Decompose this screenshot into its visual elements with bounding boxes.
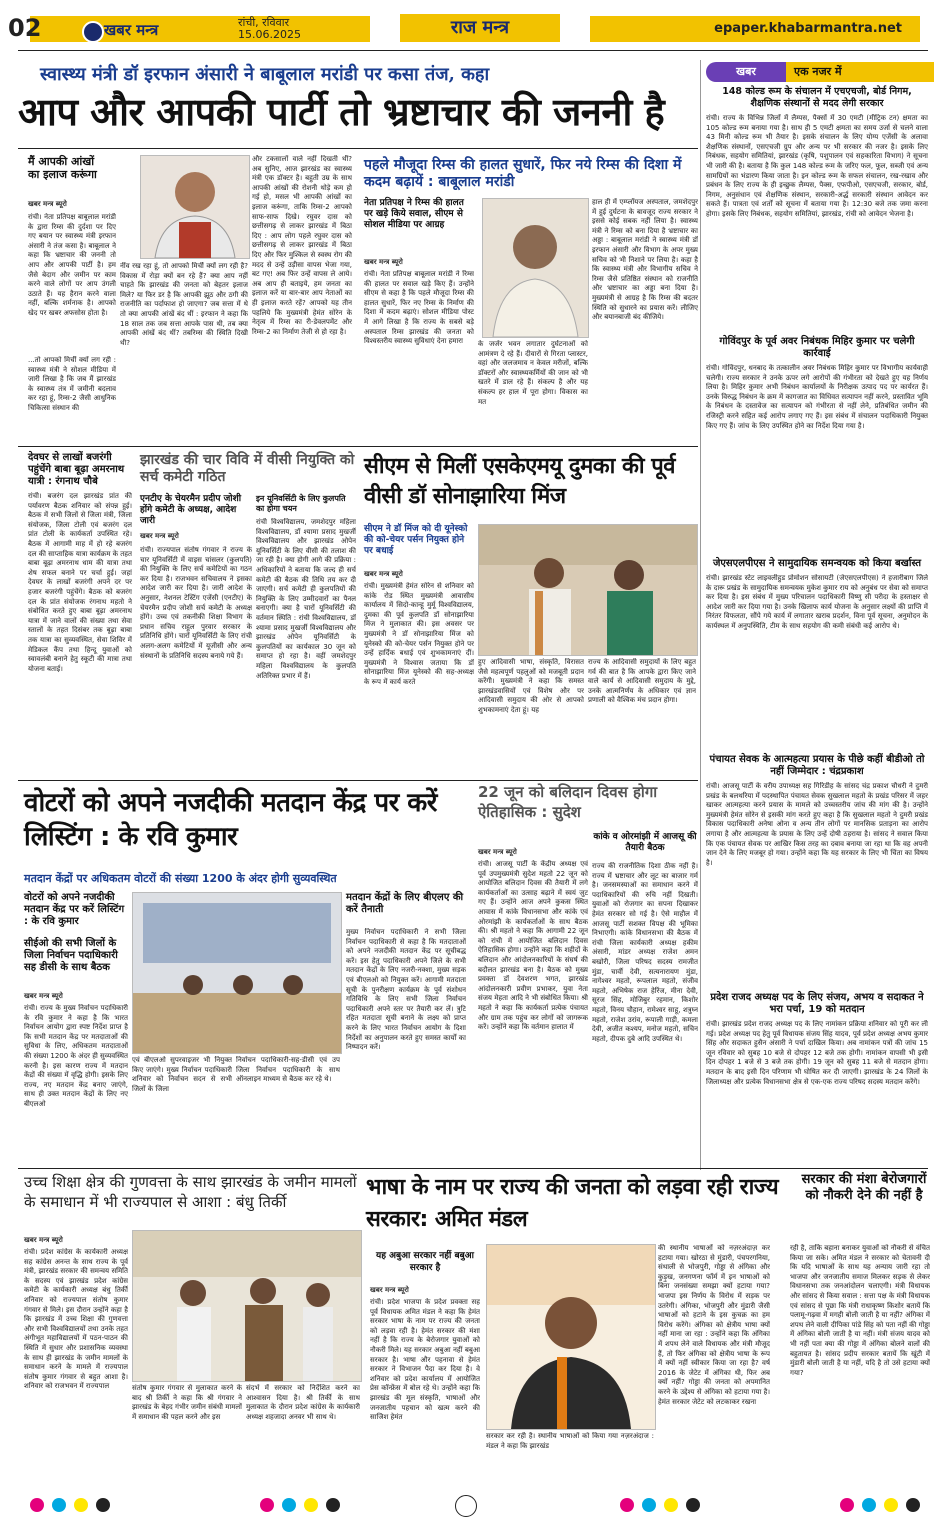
bhasha-byline: खबर मन्त्र ब्यूरो bbox=[370, 1286, 409, 1294]
higher-edu-byline: खबर मन्त्र ब्यूरो bbox=[24, 1236, 63, 1244]
sudesh-headline: 22 जून को बलिदान दिवस होगा ऐतिहासिक : सुदेश bbox=[478, 783, 658, 821]
print-registration-bar bbox=[0, 1494, 945, 1517]
magenta-dot-icon bbox=[30, 1498, 44, 1512]
portrait-icon bbox=[487, 1245, 655, 1429]
dateline-city-day: रांची, रविवार bbox=[238, 16, 290, 29]
voters-box2: सीईओ की सभी जिलों के जिला निर्वाचन पदाधिकारी सह डीसी के साथ बैठक bbox=[24, 938, 118, 973]
voters-side-head: मतदान केंद्रों के लिए बीएलए की करें तैनाती bbox=[346, 892, 464, 915]
bhasha-headline: भाषा के नाम पर राज्य की जनता को लड़वा रही राज्य सरकार: अमित मंडल bbox=[366, 1175, 779, 1232]
babulal-col-3: हाल ही में एम्प्लॉयज अस्पताल, जमशेदपुर में हुई दुर्घटना के बावजूद राज्य सरकार ने इससे कोई सबक नहीं लिया है। स्वास्थ्य मंत्री ने रिम्स को बना दिया है भ्रष्टाचार का अड्डा : बाबूलाल मरांडी ने स्वास्थ्य मंत्री डॉ इरफान अंसारी और विभाग के अपर मुख्य सचिव को भी निशाने पर लिया है। कहा है कि स्वास्थ्य मंत्री और विभागीय सचिव ने रिम्स जैसे प्रतिष्ठित संस्थान को राजनीति और भ्रष्टाचार का अड्डा बना दिया है। मुख्यमंत्री से आग्रह है कि रिम्स की बदतर स्थिति को सुधारने का प्रयास करें। लीजिए और बयानबाजी बंद कीजिये। bbox=[592, 198, 698, 322]
black-dot-icon bbox=[686, 1498, 700, 1512]
cm-col-3: राज्य के आदिवासी समुदायों के लिए बहुत गर्व की बात है कि आपके द्वारा किए जाने वाले कार्य से आदिवासी समुदाय के मुद्दे, उनके आत्मनिर्णय के अधिकार एवं ज्ञान प्रणाली को वैश्विक मंच प्रदान होगा। bbox=[588, 658, 696, 705]
cm-subhead: सीएम ने डॉ मिंज को दी यूनेस्को की को-चेयर पर्सन नियुक्त होने पर बधाई bbox=[364, 524, 468, 556]
sidebar-s1-head: 148 कोल्ड रूम के संचालन में एचएचजी, बोर्ड निगम, शैक्षणिक संस्थानों से मदद लेगी सरकार bbox=[722, 86, 912, 109]
meeting-photo-icon bbox=[133, 1231, 361, 1381]
lead-headline: आप और आपकी पार्टी तो भ्रष्टाचार की जननी है bbox=[18, 90, 665, 134]
brand-name: खबर मन्त्र bbox=[104, 21, 159, 39]
dateline bbox=[238, 17, 301, 41]
section-title: राज मन्त्र bbox=[400, 14, 560, 42]
dateline-date: 15.06.2025 bbox=[238, 28, 301, 41]
lead-byline: खबर मन्त्र ब्यूरो bbox=[28, 200, 67, 208]
vc-byline: खबर मन्त्र ब्यूरो bbox=[140, 532, 179, 540]
bhasha-col-1: रांची। प्रदेश भाजपा के प्रदेश प्रवक्ता सह पूर्व विधायक अमित मंडल ने कहा कि हेमंत सरकार भाषा के नाम पर राज्य की जनता को लड़वा रही है। हेमंत सरकार की मंशा नहीं है कि राज्य के बेरोजगार युवाओं को नौकरी मिले। यह सरकार अबुआ नहीं बबुआ सरकार है। भाषा और पहनावा से हेमंत सरकार ने विभाजन पैदा कर दिया है। वे शनिवार को प्रदेश कार्यालय में आयोजित प्रेस कॉन्फ्रेंस में बोल रहे थे। उन्होंने कहा कि झारखंड की मूल संस्कृति, भाषाओं और जनजातीय पहचान को खत्म करने की साजिश हेमंत bbox=[370, 1298, 480, 1422]
vc-sub1: एनटीए के चेयरमैन प्रदीप जोशी होंगे कमेटी के अध्यक्ष, आदेश जारी bbox=[140, 494, 242, 526]
yellow-dot-icon bbox=[664, 1498, 678, 1512]
yellow-dot-icon bbox=[304, 1498, 318, 1512]
voters-deck: मतदान केंद्रों पर अधिकतम वोटरों की संख्या 1200 के अंदर होगी सुव्यवस्थित bbox=[24, 872, 337, 885]
vc-headline: झारखंड की चार विवि में वीसी नियुक्ति को सर्च कमेटी गठित bbox=[140, 452, 355, 485]
voters-col-1: रांची। राज्य के मुख्य निर्वाचन पदाधिकारी के रवि कुमार ने कहा है कि भारत निर्वाचन आयोग द्वारा स्पष्ट निर्देश प्राप्त है कि सभी मतदान केंद्र पर मतदाताओं की सुविधा के लिए, अधिकतम मतदाताओं की संख्या 1200 के अंदर ही सुव्यवस्थित करनी है। इस कारण राज्य में मतदान केंद्रों की संख्या में वृद्धि होगी। इसके लिए राज्य, नए मतदान केंद्र बनाए जाएंगे, साथ ही उक्त मतदान केंद्रों के लिए नए बीएलओ bbox=[24, 1004, 128, 1108]
yellow-dot-icon bbox=[884, 1498, 898, 1512]
sidebar-s1-text: रांची। राज्य के विभिन्न जिलों में लैम्पस, पैक्सों में 30 एमटी (मीट्रिक टन) क्षमता का 105 कोल्ड रूम बनाया गया है। साथ ही 5 एमटी क्षमता का समय उर्जा से चलने वाला 43 मिनी कोल्ड रूम भी तैयार है। इसके संचालन के लिए योग्य एजेंसी के अलावा शैक्षणिक संस्थानों, एसएचजी ग्रुप और अन्य पर भी सरकार की नजर है। इसके लिए निबंधक, सहयोग समितियां, झारखंड (कृषि, पशुपालन एवं सहकारिता विभाग) ने सूचना भी जारी की है। बताया है कि कुल 148 कोल्ड रूम के जरिए फल, फूल, सब्जी एवं अन्य सामग्रियों का भंडारण किया जाता है। इन कोल्ड रूम के सफल संचालन, रख-रखाव और प्रबंधन के लिए राज्य के ही इच्छुक लैम्पस, पैक्स, एफपीओ, एसएचजी, सरकार, बोर्ड, निगम, अनुसंधान एवं शैक्षणिक संस्थान, सरकारी-अर्द्ध सरकारी संस्थान आवेदन कर सकते हैं। पात्रता एवं शर्तों को सूचना में बताया गया है। 12:30 बजे तक जमा करना होगा। इसके लिए निबंधक, सहयोग समितियां, झारखंड, रांची को आवेदन भेजना है। bbox=[706, 114, 928, 218]
governor-meeting-photo bbox=[132, 1230, 362, 1382]
sidebar-s3-head: जेएसएलपीएस ने सामुदायिक समन्वयक को किया बर्खास्त bbox=[712, 558, 922, 569]
section-rule bbox=[18, 780, 698, 781]
lead-kicker: स्वास्थ्य मंत्री डॉ इरफान अंसारी ने बाबूलाल मरांडी पर कसा तंज, कहा bbox=[40, 64, 490, 85]
sidebar-s2-text: रांची। गोविंदपुर, धनबाद के तत्कालीन अवर निबंधक मिहिर कुमार पर विभागीय कार्यवाही चलेगी। राज्य सरकार ने उनके ऊपर लगे आरोपों की गंभीरता को देखते हुए यह निर्णय लिया है। मिहिर कुमार अभी निबंधन कार्यालयों के निरीक्षक उत्पाद पद पर कार्यरत हैं। उनके विरुद्ध निबंधन के क्रम में कागजात का विधिवत सत्यापन नहीं करने, प्रस्तावित भूमि के निबंधन के दस्तावेज का सत्यापन को गंभीरता से नहीं लेने, प्रतिबंधित जमीन की रजिस्ट्री करने सहित कई आरोप लगाए गए हैं। इस संबंध में संचालन पदाधिकारी नियुक्त किए गए हैं। जांच के लिए उपस्थित होने का निर्देश दिया गया है। bbox=[706, 364, 928, 430]
higher-edu-headline: उच्च शिक्षा क्षेत्र की गुणवत्ता के साथ झारखंड के जमीन मामलों के समाधान में भी राज्यपाल से आशा : बंधु तिर्की bbox=[24, 1173, 357, 1211]
sidebar-s5-text: रांची। झारखंड प्रदेश राजद अध्यक्ष पद के लिए नामांकन प्रक्रिया शनिवार को पूरी कर ली गई। प्रदेश अध्यक्ष पद हेतु पूर्व विधायक संजय सिंह यादव, पूर्व प्रदेश अध्यक्ष अभय कुमार सिंह और सदाकत हुसैन अंसारी ने पर्चा दाखिल किया। अब नामांकन पत्रों की जांच 15 जून रविवार को सुबह 10 बजे से दोपहर 12 बजे तक होगी। नामांकन वापसी भी इसी दिन दोपहर 1 बजे से 3 बजे तक होगी। 19 जून को सुबह 11 बजे से मतदान होगा। मतदान के बाद इसी दिन परिणाम भी घोषित कर दी जाएगी। झारखंड के 24 जिलों के जिलाध्यक्ष और प्रत्येक विधानसभा क्षेत्र से एक-एक राज्य परिषद सदस्य मतदान करेंगे। bbox=[706, 1020, 928, 1086]
section-rule bbox=[18, 446, 698, 447]
magenta-dot-icon bbox=[840, 1498, 854, 1512]
cm-col-2: हुए आदिवासी भाषा, संस्कृति, विरासत जैसे महत्वपूर्ण पहलुओं को मजबूती प्रदान करेंगी। मुख्यमंत्री ने कहा कि समस्त झारखंडवासियों एवं विशेष और पर आदिवासी समुदाय की ओर से आपको शुभकामनाएं देता हूं। यह bbox=[478, 658, 584, 714]
cm-col-1: रांची। मुख्यमंत्री हेमंत सोरेन से शनिवार को कांके रोड स्थित मुख्यमंत्री आवासीय कार्यालय में सिदो-कान्हू मुर्मू विश्वविद्यालय, दुमका की पूर्व कुलपति डॉ सोनाझारिया मिंज ने मुलाकात की। इस अवसर पर मुख्यमंत्री ने डॉ सोनाझारिया मिंज को यूनेस्को की को-चेयर पर्सन नियुक्त होने पर उन्हें हार्दिक बधाई एवं शुभकामनाएं दीं। मुख्यमंत्री ने विश्वास जताया कि डॉ सोनाझारिया मिंज यूनेस्को की सह-अध्यक्ष के रूप में कार्य करते bbox=[364, 582, 474, 686]
voters-headline: वोटरों को अपने नजदीकी मतदान केंद्र पर करें लिस्टिंग : के रवि कुमार bbox=[24, 788, 437, 852]
babulal-headline: पहले मौजूदा रिम्स की हालत सुधारें, फिर नये रिम्स की दिशा में कदम बढ़ायें : बाबूलाल मरांडी bbox=[364, 157, 682, 190]
cyan-dot-icon bbox=[862, 1498, 876, 1512]
deoghar-text: रांची। बजरंग दल झारखंड प्रांत की पर्यावरण बैठक शनिवार को संपन्न हुई। बैठक में सभी जिलों से जिला मंत्री, जिला संयोजक, जिला टोली एवं बजरंग दल प्रांत टोली के कार्यकर्ता उपस्थित रहे। बैठक में आगामी माह में हो रहे बजरंग दल की साप्ताहिक यात्रा कार्यक्रम के तहत बाबा बूढ़ा अमरनाथ धाम की यात्रा तथा शेष सफल बनाने पर चर्चा हुई। जहां देवघर के लाखों बजरंगी अपने दर पर हजार बजरंगी पहुंचेंगे। बैठक को बजरंग दल के प्रांत संयोजक रंगनाथ महतो ने संबोधित करते हुए बाबा बूढ़ा अमरनाथ यात्रा में जाने वालों की संख्या तथा सेवा स्तालों के तहत दिसंबर तक बूढ़ा बाबा तक यात्रा का सुव्यवस्थित, सेवा शिविर में मेडिकल कैंप तथा हिन्दू युवाओं को स्वावलंबी बनाने हेतु स्कूटी की मात्रा तथा योजना बताई। bbox=[28, 492, 132, 673]
masthead bbox=[0, 0, 945, 46]
vc-col-1: रांची। राज्यपाल संतोष गंगवार ने राज्य के चार यूनिवर्सिटी में वाइस चांसलर (कुलपति) की नियुक्ति के लिए सर्च कमेटियों का गठन कर दिया है। राजभवन सचिवालय ने इसका आदेश जारी कर दिया है। जारी आदेश के अनुसार, नेशनल टेस्टिंग एजेंसी (एनटीए) के चेयरमैन प्रदीप जोशी सर्च कमेटी के अध्यक्ष होंगे। उच्च एवं तकनीकी शिक्षा विभाग के प्रधान सचिव राहुल पुरवार सरकार के प्रतिनिधि होंगे। चारों यूनिवर्सिटी के लिए रांची अलग-अलग कमेटियों में यूजीसी और अन्य संस्थानों के प्रतिनिधि सदस्य बनाये गये हैं। bbox=[140, 546, 252, 660]
website-link[interactable]: epaper.khabarmantra.net bbox=[590, 16, 920, 42]
irfan-ansari-photo bbox=[140, 155, 250, 259]
babulal-col-1: रांची। नेता प्रतिपक्ष बाबूलाल मरांडी ने रिम्स की हालत पर सवाल खड़े किए हैं। उन्होंने सीएम से कहा है कि पहले मौजूदा रिम्स की हालत सुधारें, फिर नए रिम्स के निर्माण की दिशा में कदम बढ़ाएं। सोशल मीडिया पोस्ट में आगे लिखा है कि राज्य के सबसे बड़े अस्पताल रिम्स झारखंड की जनता को विश्वस्तरीय स्वास्थ्य सुविधाएं देना हमारा bbox=[364, 270, 474, 346]
higher-edu-col-3: संदर्भ में सरकार को निर्देशित करने का आश्वासन दिया है। श्री तिर्की के साथ मुलाकात के दौरान प्रदेश कांग्रेस के कार्यकारी अध्यक्ष शहजादा अनवर भी साथ थे। bbox=[246, 1384, 360, 1421]
voters-box: वोटरों को अपने नजदीकी मतदान केंद्र पर करें लिस्टिंग : के रवि कुमार bbox=[24, 892, 125, 927]
bhasha-col-2: की स्थानीय भाषाओं को नज़रअंदाज़ कर हटाया गया। खोरठा से मुंडारी, पंचपरगनिया, संथाली से भोजपुरी, गोड्डा से अंगिका और कुड़ुख, जनगणना फॉर्म में इन भाषाओं को बिना जनसंख्या समझा क्यों हटाया गया? भाजपा इस निर्णय के विरोध में सड़क पर उतरेगी। अंगिका, भोजपुरी और मुंडारी जैसी भाषाओं को हटाने के इस कुचक्र का हम विरोध करेंगे। अंगिका को क्षेत्रीय भाषा क्यों नहीं माना जा रहा : उन्होंने कहा कि अंगिका में शपथ लेने वाले विधायक और मंत्री मौजूद हैं, तो फिर अंगिका को क्षेत्रीय भाषा के रूप में क्यों नहीं स्वीकार किया जा रहा है? वर्ष 2016 के जेटेट में अंगिका थी, फिर अब क्यों नहीं? गोड्डा की जनता को अपमानित करने के उद्देश्य से अंगिका को हटाया गया है। हेमंत सरकार जेटेट को लटकाकर रखना bbox=[658, 1244, 770, 1406]
sidebar-s6-head: सरकार की मंशा बेरोजगारों को नौकरी देने की नहीं है bbox=[801, 1172, 927, 1203]
cyan-dot-icon bbox=[642, 1498, 656, 1512]
sidebar-s5-head: प्रदेश राजद अध्यक्ष पद के लिए संजय, अभय व सदाकत ने भरा पर्चा, 19 को मतदान bbox=[710, 992, 924, 1015]
black-dot-icon bbox=[96, 1498, 110, 1512]
brand-logo-icon bbox=[82, 21, 104, 43]
sudesh-col-2: राज्य की राजनीतिक दिशा ठीक नहीं है। राज्य में भ्रष्टाचार और लूट का बाजार गर्म है। जनसमस्याओं का समाधान करने में पदाधिकारियों की रुचि नहीं दिखती। युवाओं को रोजगार का सपना दिखाकर हेमंत सरकार सो गई है। ऐसे माहौल में आजसू पार्टी सशक्त विपक्ष की भूमिका निभाएगी। कांके विधानसभा की बैठक में रांची जिला कार्यकारी अध्यक्ष हकीम अंसारी, मांडर अध्यक्ष राजेश अमन बखोरी, जिला परिषद सदस्य रामजीत मुंडा, चार्वी देवी, सत्यनारायण मुंडा, नागेश्वर महतो, रूपलाल महतो, संजीव महतो, अभिषेक राज हेरिंज, मीना देवी, सूरज सिंह, मोजिबुर रहमान, किशोर महतो, विनय चौहान, रामेश्वर साहू, शत्रुघ्न महतो, राजेश उरांव, रूपाली गाड़ी, कमला देवी, अजीत कश्यप, मनोज महतो, सचिन महतो, दीपक दुबे आदि उपस्थित थे। bbox=[592, 862, 698, 1043]
sidebar-header bbox=[706, 62, 934, 82]
lead-subhead: मैं आपकी आंखों का इलाज करूंगा bbox=[28, 155, 97, 181]
yellow-dot-icon bbox=[74, 1498, 88, 1512]
magenta-dot-icon bbox=[620, 1498, 634, 1512]
vc-col-2: रांची विश्वविद्यालय, जमशेदपुर महिला विश्वविद्यालय, डॉ श्यामा प्रसाद मुखर्जी विश्वविद्यालय और झारखंड ओपेन यूनिवर्सिटी के लिए वीसी की तलाश की जा रही है। क्या होगी आगे की प्रक्रिया : अधिकारियों ने बताया कि जल्द ही सर्च कमेटी की बैठक की तिथि तय कर दी जाएगी। सर्च कमेटी ही कुलपतियों की नियुक्ति के लिए उम्मीदवारों का पैनल बनाएगी। क्या है चारों यूनिवर्सिटी की वर्तमान स्थिति : रांची विश्वविद्यालय, डॉ श्यामा प्रसाद मुखर्जी विश्वविद्यालय और झारखंड ओपेन यूनिवर्सिटी के कुलपतियों का कार्यकाल 30 जून को समाप्त हो रहा है। वहीं जमशेदपुर महिला विश्वविद्यालय के कुलपति अतिरिक्त प्रभार में हैं। bbox=[256, 518, 356, 680]
section-rule bbox=[18, 1168, 928, 1169]
voters-col-2: एवं बीएलओ सुपरवाइजर भी नियुक्त किए जाएंगे। मुख्य निर्वाचन पदाधिकारी शनिवार को निर्वाचन सदन से सभी जिलों के जिला bbox=[132, 1056, 232, 1093]
sidebar-divider bbox=[700, 60, 701, 1170]
sudesh-col-1: रांची। आजसू पार्टी के केंद्रीय अध्यक्ष एवं पूर्व उपमुख्यमंत्री सुदेश महतो 22 जून को आयोजित बलिदान दिवस की तैयारी में लगे कार्यकर्ताओं का उत्साह बढ़ाने में स्वयं जुट गए हैं। उन्होंने आज अपने कुकस स्थित आवास में कांके विधानसभा और कांके एवं ओरमांझी के कार्यकर्ताओं के साथ बैठक की। श्री महतो ने कहा कि आगामी 22 जून को रांची में आयोजित बलिदान दिवस ऐतिहासिक होगा। उन्होंने कहा कि शहीदों के बलिदान और आंदोलनकारियों के संघर्ष की बदौलत झारखंड बना है। बैठक को मुख्य प्रवक्ता डॉ देवशरण भगत, झारखंड आंदोलनकारी प्रवीण प्रभाकर, युवा नेता संजय मेहता आदि ने भी संबोधित किया। श्री महतो ने कहा कि कार्यकर्ता प्रत्येक पंचायत और ग्राम तक पहुंच कर लोगों को जागरूक करें। उन्होंने कहा कि वर्तमान हालात में bbox=[478, 860, 588, 1032]
crosshair-icon bbox=[455, 1495, 477, 1517]
voters-col-4: मुख्य निर्वाचन पदाधिकारी ने सभी जिला निर्वाचन पदाधिकारी से कहा है कि मतदाताओं को अपने नजदीकी मतदान केंद्र पर सूचीबद्ध करें। इस हेतु पदाधिकारी अपने जिले के सभी मतदान केंद्रों के लिए नजरी-नक्शा, मुख्य सड़क एवं बीएलओ को नियुक्त करें। आगामी मतदाता सूची के पुनरीक्षण कार्यक्रम के पूर्व संशोधन गतिविधि के लिए सभी जिला निर्वाचन पदाधिकारी अपने स्तर पर तैयारी कर लें। त्रुटि रहित मतदाता सूची बनाने के लक्ष्य को प्राप्त करने के लिए भारत निर्वाचन आयोग के दिशा निर्देशों का अनुपालन करते हुए समस्त कार्यों का निष्पादन करें। bbox=[346, 928, 466, 1052]
portrait-icon bbox=[141, 156, 249, 258]
sudesh-subhead: कांके व ओरमांझी में आजसू की तैयारी बैठक bbox=[593, 832, 697, 853]
sidebar-s2-head: गोविंदपुर के पूर्व अवर निबंधक मिहिर कुमार पर चलेगी कार्रवाई bbox=[719, 336, 915, 359]
lead-col-1b: ...तो आपको मिर्ची क्यों लग रही : स्वास्थ्य मंत्री ने सोशल मीडिया में जारी लिखा है कि जब मैं झारखंड के स्वास्थ्य तंत्र में जमीनी बदलाव कर रहा हूं, रिम्स-2 जैसी आधुनिक चिकित्सा संस्थान की bbox=[28, 356, 116, 412]
voters-col-3: निर्वाचन पदाधिकारी-सह-डीसी एवं उप जिला निर्वाचन पदाधिकारी के साथ ऑनलाइन माध्यम से बैठक कर रहे थे। bbox=[236, 1056, 340, 1084]
amit-mandal-photo bbox=[486, 1244, 656, 1430]
sidebar-s3-text: रांची। झारखंड स्टेट लाइवलीहुड प्रोमोशन सोसायटी (जेएसएलपीएस) ने हजारीबाग जिले के दारू प्रखंड के सामुदायिक समन्वयक मुकेश कुमार राय को अनुबंध पर सेवा को समाप्त कर दिया है। इस संबंध में मुख्य परिचालन पदाधिकारी विष्णु सी परीदा के हस्ताक्षर से आदेश जारी कर दिया गया है। उनके खिलाफ कार्य योजना के अनुसार लक्ष्यों की प्राप्ति में निरंतर विफलता, सौंपे गये कार्य में लगातार खराब प्रदर्शन, विना पूर्व सूचना, अनुमोदन के कार्यस्थल में अनुपस्थिति, टीम के साथ सहयोग की कमी संबंधी कई आरोप थे। bbox=[706, 574, 928, 630]
babulal-subhead: नेता प्रतिपक्ष ने रिम्स की हालत पर खड़े किये सवाल, सीएम से सोशल मीडिया पर आग्रह bbox=[364, 198, 464, 230]
sidebar-tag-right: एक नजर में bbox=[786, 62, 934, 82]
sidebar-s4-text: रांची। आजसू पार्टी के वरीय उपाध्यक्ष सह गिरिडीह के सांसद चंद्र प्रकाश चौधरी ने दुमरी प्रखंड के बलथरिया में पदस्थापित पंचायत सेवक सुखलाल महतो के प्रखंड परिसर में जहर खाकर आत्महत्या करने प्रयास के मामले को उच्चस्तरीय जांच की मांग की है। उन्होंने मुख्यमंत्री हेमंत सोरेन से इसकी मांग करते हुए कहा है कि सुखलाल महतो ने दुमरी प्रखंड विकास पदाधिकारी अनेषा ओना व अन्य तीन लोगों पर मानसिक प्रताड़ना का आरोप लगाया है और आत्महत्या के प्रयास के लिए उन्हें दोषी ठहराया है। सांसद ने सवाल किया कि एक पंचायत सेवक पर आखिर किस तरह का दबाव बनाया जा रहा था कि वह अपनी जान देने के लिए मजबूर हो गया। उन्होंने कहा कि यह सरकार के लिए भी चिंता का विषय है। bbox=[706, 782, 928, 867]
page-number: 02 bbox=[8, 14, 42, 42]
babulal-byline: खबर मन्त्र ब्यूरो bbox=[364, 258, 403, 266]
babulal-photo bbox=[482, 198, 589, 338]
sidebar-s4-head: पंचायत सेवक के आत्महत्या प्रयास के पीछे कहीं बीडीओ तो नहीं जिम्मेदार : चंद्रप्रकाश bbox=[709, 754, 925, 777]
voters-meeting-photo bbox=[132, 892, 342, 1054]
masthead-band-left bbox=[30, 16, 370, 42]
meeting-photo-icon bbox=[479, 525, 697, 655]
sidebar-tag-left: खबर bbox=[706, 62, 786, 82]
cm-meet-photo bbox=[478, 524, 698, 656]
lead-col-3: और टकसालों वाले नहीं दिखती थीं? अब सुनिए, आज झारखंड का स्वास्थ्य मंत्री एक डॉक्टर है। बहुती उम्र के साथ आपकी आंखों की रोशनी थोड़े कम हो गई हो, मसल भी आपकी आंखों का इलाज करूंगा, ताकि रिम्स-2 आपको साफ-साफ दिखे। रघुवर दास को छत्तीसगढ़ से लाकर झारखंड में बिठा दिए : आप लोग पहले रघुवर दास को छत्तीसगढ़ से लाकर झारखंड में बिठा दिए और फिर मुश्किल से स्वस्थ रोग की मदद से उन्हें उड़ीसा वापस भेजा गया, बट गए! अब फिर उन्हें वापस ले आये। अब आप ही बताइये, हम जनता का इलाज करें या बार-बार आप नेताओं का ही इलाज करते रहें? आपको यह तीन पहलिये कि मुख्यमंत्री हेमंत सोरेन के नेतृत्व में रिम्स का री-डेवलपमेंट और रिम्स-2 का निर्माण तेजी से हो रहा है। bbox=[252, 155, 352, 336]
lead-col-2: नींव रख रहा हूं, तो आपको मिर्ची क्यों लग रही है? विकास में रोड़ा क्यों बन रहे हैं? क्या आप नहीं चाहते कि झारखंड की जनता को बेहतर इलाज मिले? या फिर डर है कि आपकी झूठ और ठगी की राजनीति का पर्दाफाश हो जाएगा? जब सत्ता में थे तो क्या आपकी आंखें बंद थीं : इरफान ने कहा कि 18 साल तक जब सत्ता आपके पास थी, तब क्या आपकी आंखें बंद थीं? तबरिम्स की स्थिति दिखी थी? bbox=[120, 262, 248, 347]
bhasha-col-3: रही है, ताकि बहाना बनाकर युवाओं को नौकरी से वंचित किया जा सके। अमित मंडल ने सरकार को चेतावनी दी कि यदि भाषाओं के साथ यह अन्याय जारी रहा तो भाजपा और जनजातीय समाज मिलकर सड़क से लेकर विधानसभा तक जनआंदोलन चलाएगी। मंत्री विधायक और सांसद से किया सवाल : सत्ता पक्ष के मंत्री विधायक एवं सांसद से पूछा कि मंत्री राधाकृष्ण किशोर बतायें कि पलामू-गढ़वा में मगही बोली जाती है या नहीं? अंगिका में शपथ लेने वाली दीपिका पांडे सिंह को पता नहीं की गोड्डा में अंगिका बोली जाती है या नहीं। मंत्री संजय यादव को भी नहीं पता क्या की गोड्डा में अंगिका बोलने वालों की बहुतायत है। सांसद प्रदीप सरकार बतायें कि खूंटी में मुंडारी बोली जाती है या नहीं, यदि है तो उसे हटाया क्यों गया? bbox=[790, 1244, 930, 1377]
sudesh-byline: खबर मन्त्र ब्यूरो bbox=[478, 848, 517, 856]
masthead-divider bbox=[18, 50, 928, 51]
portrait-icon bbox=[483, 199, 588, 337]
black-dot-icon bbox=[906, 1498, 920, 1512]
meeting-photo-icon bbox=[133, 893, 341, 1053]
higher-edu-col-2: संतोष कुमार गंगवार से मुलाकात करने के बाद श्री तिर्की ने कहा कि श्री गंगवार ने झारखंड के बेहद गंभीर जमीन संबंधी मामलों में समाधान की पहल करने और इस bbox=[132, 1384, 242, 1421]
voters-byline: खबर मन्त्र ब्यूरो bbox=[24, 992, 63, 1000]
cm-byline: खबर मन्त्र ब्यूरो bbox=[364, 570, 403, 578]
cm-headline: सीएम से मिलीं एसकेएमयू दुमका की पूर्व वीसी डॉ सोनाझारिया मिंज bbox=[364, 454, 675, 509]
cyan-dot-icon bbox=[52, 1498, 66, 1512]
deoghar-headline: देवघर से लाखों बजरंगी पहुंचेंगे बाबा बूढ़ा अमरनाथ यात्री : रंगनाथ चौबे bbox=[28, 452, 125, 487]
lead-col-1: रांची। नेता प्रतिपक्ष बाबूलाल मरांडी के द्वारा रिम्स की दुर्दशा पर दिए गए बयान पर स्वास्थ्य मंत्री इरफान अंसारी ने तंज कसा है। बाबूलाल ने कहा कि भ्रष्टाचार की जननी तो आप और आपकी पार्टी है। हम जैसे बेदाग और जमीन पर काम करने वाले लोगों पर आप उंगली उठाते हैं। यह हैरान करने वाला नहीं, बल्कि शर्मनाक है। आपको खेद पर खबर अफसोस होता है। bbox=[28, 213, 116, 317]
higher-edu-col-1: रांची। प्रदेश कांग्रेस के कार्यकारी अध्यक्ष सह कांग्रेस अनन्त के साथ राज्य के पूर्व मंत्री, झारखंड सरकार की समन्वय समिति के सदस्य एवं झारखंड प्रदेश कांग्रेस कमेटी के कार्यकारी अध्यक्ष बंधु तिर्की शनिवार को राज्यपाल संतोष कुमार गंगवार से मिले। इस दौरान उन्होंने कहा है कि झारखंड में उच्च शिक्षा की गुणवत्ता और सभी विश्वविद्यालयों तथा उनके तहत अंगीभूत महाविद्यालयों में पठन-पाठन की स्थिति में सुधार और प्रशासनिक व्यवस्था के साथ ही झारखंड के जमीन मामलों के समाधान करने के मामले में राज्यपाल संतोष कुमार गंगवार से बहुत आशा है। शनिवार को राजभवन में राज्यपाल bbox=[24, 1248, 128, 1391]
lead-rule bbox=[18, 148, 698, 149]
bhasha-subhead: यह अबुआ सरकार नहीं बबुआ सरकार है bbox=[375, 1251, 475, 1273]
black-dot-icon bbox=[326, 1498, 340, 1512]
vc-sub2: इन यूनिवर्सिटी के लिए कुलपति का होगा चयन bbox=[256, 494, 346, 513]
bhasha-caption: सरकार कर रही है। स्थानीय भाषाओं को किया गया नज़रअंदाज : मंडल ने कहा कि झारखंड bbox=[486, 1432, 654, 1450]
magenta-dot-icon bbox=[260, 1498, 274, 1512]
cyan-dot-icon bbox=[282, 1498, 296, 1512]
babulal-col-2: के जर्जर भवन लगातार दुर्घटनाओं को आमंत्रण दे रहे हैं। दीवारों से गिरता प्लास्टर, वहां और जलजमाव न केवल मरीजों, बल्कि डॉक्टरों और स्वास्थ्यकर्मियों की जान को भी खतरे में डाल रहे हैं। संकल्प है और यह संकल्प हर हाल में पूरा होगा। विकास का मत bbox=[478, 340, 588, 406]
